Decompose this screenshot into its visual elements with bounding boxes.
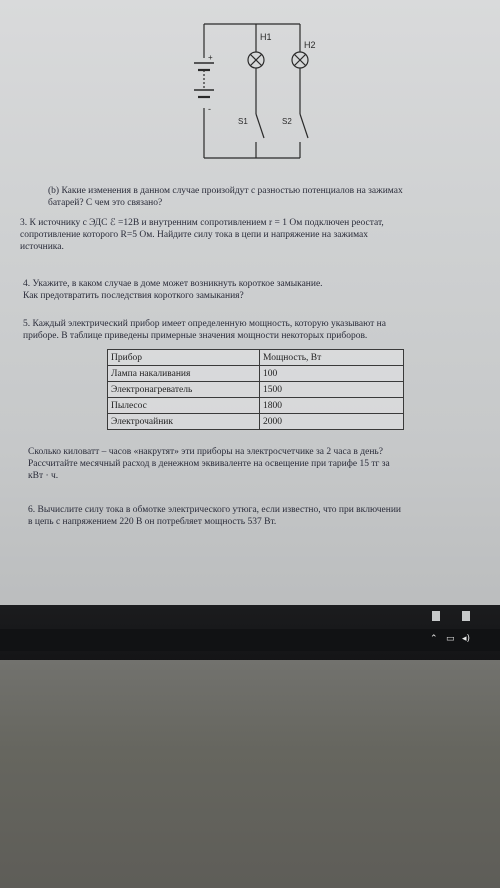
question-5-line2: приборе. В таблице приведены примерные значения мощности некоторых приборов.	[23, 331, 368, 341]
power-table	[107, 349, 404, 430]
taskbar	[0, 629, 500, 651]
lamp-h2	[292, 52, 308, 68]
question-6-line1: 6. Вычислите силу тока в обмотке электрического утюга, если известно, что при включении	[28, 505, 402, 515]
battery-minus-sign: -	[208, 104, 211, 114]
table-row	[108, 414, 404, 430]
table-cell: 2000	[260, 414, 404, 430]
question-3-line3: источника.	[20, 242, 64, 252]
table-cell: Пылесос	[108, 398, 260, 414]
table-row	[108, 366, 404, 382]
table-header-cell: Прибор	[108, 350, 260, 366]
table-cell: Лампа накаливания	[108, 366, 260, 382]
table-header-row	[108, 350, 404, 366]
table-cell: Электрочайник	[108, 414, 260, 430]
question-3-line1: 3. К источнику с ЭДС ℰ =12В и внутренним сопротивлением r = 1 Ом подключен реостат,	[20, 218, 384, 228]
lamp1-label: H1	[260, 32, 272, 42]
page-nav-button[interactable]	[432, 611, 440, 621]
table-header-cell: Мощность, Вт	[260, 350, 404, 366]
question-5-line1: 5. Каждый электрический прибор имеет определенную мощность, которую указывают на	[23, 319, 386, 329]
switch2-label: S2	[282, 117, 292, 126]
lamp-h1	[248, 52, 264, 68]
page-nav-button[interactable]	[462, 611, 470, 621]
table-cell: 1800	[260, 398, 404, 414]
question-4-line2: Как предотвратить последствия короткого замыкания?	[23, 291, 244, 301]
network-icon[interactable]: ▭	[446, 634, 455, 644]
question-5-followup-line1: Сколько киловатт – часов «накрутят» эти приборы на электросчетчике за 2 часа в день?	[28, 447, 383, 457]
question-b-line1: (b) Какие изменения в данном случае произойдут с разностью потенциалов на зажимах	[48, 186, 403, 196]
battery-plus-sign: +	[208, 53, 213, 62]
table-row	[108, 382, 404, 398]
question-b-line2: батарей? С чем это связано?	[48, 198, 163, 208]
table-cell: 1500	[260, 382, 404, 398]
table-cell: Электронагреватель	[108, 382, 260, 398]
table-row	[108, 398, 404, 414]
lamp2-label: H2	[304, 40, 316, 50]
question-5-followup-line3: кВт · ч.	[28, 471, 59, 481]
desk-background	[0, 660, 500, 888]
question-5-followup-line2: Рассчитайте месячный расход в денежном эквиваленте на освещение при тарифе 15 тг за	[28, 459, 390, 469]
question-4-line1: 4. Укажите, в каком случае в доме может возникнуть короткое замыкание.	[23, 279, 323, 289]
circuit-diagram	[188, 18, 318, 164]
table-cell: 100	[260, 366, 404, 382]
sound-icon[interactable]: ◂)	[462, 634, 471, 644]
switch1-label: S1	[238, 117, 248, 126]
chevron-up-icon[interactable]: ⌃	[430, 634, 438, 644]
question-3-line2: сопротивление которого R=5 Ом. Найдите силу тока в цепи и напряжение на зажимах	[20, 230, 368, 240]
question-6-line2: в цепь с напряжением 220 В он потребляет мощность 537 Вт.	[28, 517, 277, 527]
